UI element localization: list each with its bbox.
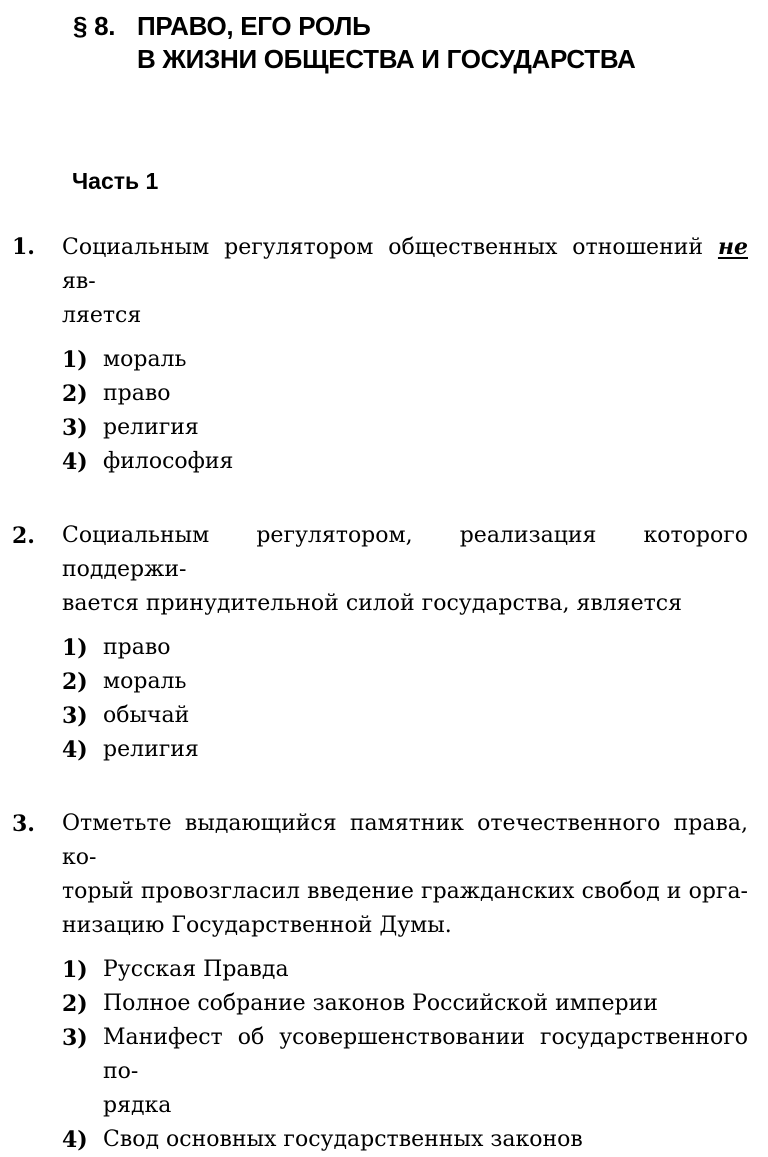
question-text [62, 230, 748, 333]
section-title-text [137, 10, 635, 76]
question-text-line [62, 299, 748, 333]
option-text [103, 665, 748, 699]
option-text [103, 377, 748, 411]
option-text [103, 1021, 748, 1123]
text-run: торый провозгласил введение гражданских свобод и орга- [62, 879, 748, 904]
emphasized-word: не [717, 234, 748, 260]
option-text [103, 1123, 748, 1157]
section-title-line2: В ЖИЗНИ ОБЩЕСТВА И ГОСУДАРСТВА [137, 44, 636, 74]
text-run: ляется [62, 303, 142, 328]
part-heading: Часть 1 [72, 168, 159, 194]
answer-option [62, 445, 748, 479]
answer-option [62, 411, 748, 445]
question-text-line [62, 587, 748, 621]
text-run: Манифест об усовершенствовании государственного по- [103, 1025, 748, 1084]
option-text-line [103, 733, 748, 767]
option-text-line [103, 411, 748, 445]
text-run: мораль [103, 669, 187, 694]
option-text-line [103, 665, 748, 699]
option-number: 1) [62, 957, 88, 983]
answer-option [62, 953, 748, 987]
question-number: 1. [12, 234, 35, 260]
option-text [103, 953, 748, 987]
option-number: 2) [62, 669, 88, 695]
text-run: религия [103, 415, 199, 440]
option-text-line [103, 343, 748, 377]
option-number: 3) [62, 415, 88, 441]
question [0, 519, 768, 767]
text-run: мораль [103, 347, 187, 372]
text-run: Отметьте выдающийся памятник отечественного права, ко- [62, 811, 748, 870]
answer-option [62, 699, 748, 733]
text-run: яв- [62, 269, 96, 294]
option-number: 1) [62, 635, 88, 661]
text-run: религия [103, 737, 199, 762]
option-number: 3) [62, 703, 88, 729]
options-list [62, 343, 748, 479]
text-run: право [103, 635, 171, 660]
answer-option [62, 631, 748, 665]
answer-option [62, 377, 748, 411]
answer-option [62, 1123, 748, 1157]
option-number: 2) [62, 991, 88, 1017]
text-run: философия [103, 449, 234, 474]
question-number: 3. [12, 811, 35, 837]
text-run: Русская Правда [103, 957, 289, 982]
answer-option [62, 665, 748, 699]
option-number: 1) [62, 347, 88, 373]
text-run: вается принудительной силой государства, является [62, 591, 682, 616]
answer-option [62, 1021, 748, 1123]
option-text [103, 699, 748, 733]
question-text-line [62, 807, 748, 875]
question-text-line [62, 909, 748, 943]
question-text [62, 519, 748, 621]
option-number: 2) [62, 381, 88, 407]
text-run: Свод основных государственных законов [103, 1127, 583, 1152]
option-text [103, 733, 748, 767]
text-run: Полное собрание законов Российской империи [103, 991, 658, 1016]
question-body [62, 519, 748, 767]
answer-option [62, 343, 748, 377]
section-number: § 8. [73, 11, 116, 41]
questions-list [0, 230, 768, 1157]
answer-option [62, 733, 748, 767]
option-text-line [103, 1123, 748, 1157]
answer-option [62, 987, 748, 1021]
question-text [62, 807, 748, 943]
question-body [62, 230, 748, 479]
text-run: Социальным регулятором общественных отношений [62, 235, 718, 260]
question-body [62, 807, 748, 1157]
options-list [62, 631, 748, 767]
option-text-line [103, 1021, 748, 1089]
option-text [103, 445, 748, 479]
question-text-line [62, 875, 748, 909]
section-title-line1: ПРАВО, ЕГО РОЛЬ [137, 11, 371, 41]
option-number: 4) [62, 737, 88, 763]
question [0, 807, 768, 1157]
option-text [103, 631, 748, 665]
text-run: право [103, 381, 171, 406]
option-text-line [103, 445, 748, 479]
options-list [62, 953, 748, 1157]
option-text-line [103, 1089, 748, 1123]
question-text-line [62, 519, 748, 587]
option-number: 3) [62, 1025, 88, 1051]
section-title [0, 0, 768, 76]
option-text-line [103, 953, 748, 987]
text-run: обычай [103, 703, 190, 728]
option-text-line [103, 987, 748, 1021]
text-run: Социальным регулятором, реализация которого поддержи- [62, 523, 748, 582]
question-number: 2. [12, 523, 35, 549]
question [0, 230, 768, 479]
text-run: низацию Государственной Думы. [62, 913, 452, 938]
option-text [103, 987, 748, 1021]
option-text-line [103, 699, 748, 733]
option-number: 4) [62, 449, 88, 475]
option-text [103, 411, 748, 445]
option-text [103, 343, 748, 377]
text-run: рядка [103, 1093, 172, 1118]
option-text-line [103, 631, 748, 665]
question-text-line [62, 230, 748, 299]
option-text-line [103, 377, 748, 411]
option-number: 4) [62, 1127, 88, 1153]
